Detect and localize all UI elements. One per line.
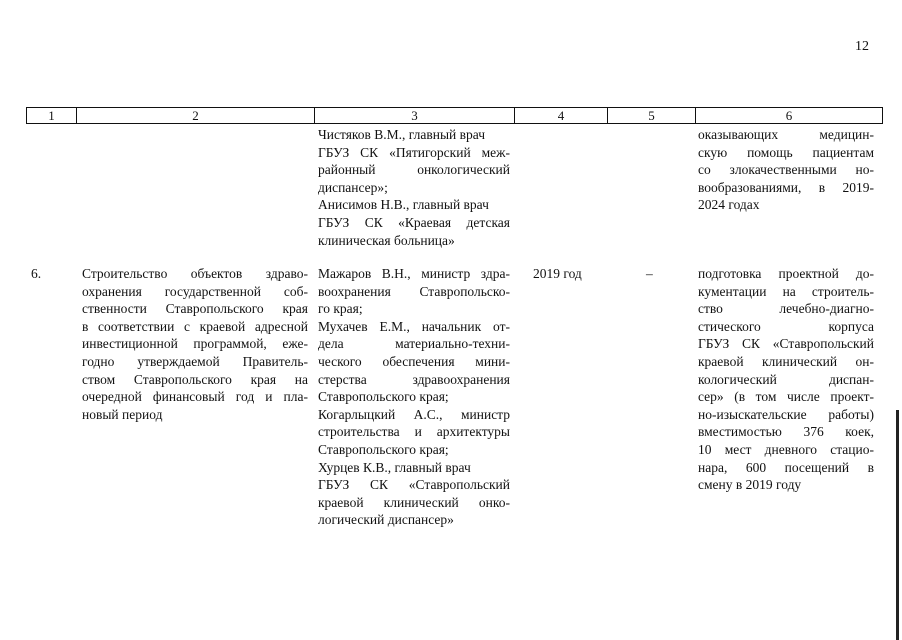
text-line: вместимостью 376 коек, — [698, 424, 874, 440]
text-line: нара, 600 посещений в — [698, 459, 874, 475]
text-line: Анисимов Н.В., главный врач — [318, 197, 489, 213]
text-line: ГБУЗ СК «Ставропольский — [698, 336, 874, 352]
column-header-4: 4 — [515, 108, 608, 124]
text-line: 2024 годах — [698, 197, 760, 213]
text-line: смену в 2019 году — [698, 477, 802, 493]
text-line: Мухачев Е.М., начальник от- — [318, 318, 510, 334]
text-line: вообразованиями, в 2019- — [698, 179, 874, 195]
text-line: клиническая больница» — [318, 232, 455, 248]
implementation-term: 2019 год — [533, 266, 582, 281]
column-header-5: 5 — [608, 108, 696, 124]
text-line: ГБУЗ СК «Пятигорский меж- — [318, 144, 510, 160]
text-line: ГБУЗ СК «Ставропольский — [318, 477, 510, 493]
text-line: сер» (в том числе проект- — [698, 389, 874, 405]
text-line: оказывающих медицин- — [698, 127, 874, 142]
page-number: 12 — [855, 39, 869, 54]
text-line: очередной финансовый год и пла- — [82, 389, 308, 405]
column-5-dash: – — [646, 266, 653, 281]
text-line: ством Ставропольского края на — [82, 371, 308, 387]
column-header-table — [26, 107, 883, 124]
text-line: дела материально-техни- — [318, 336, 510, 352]
text-line: со злокачественными но- — [698, 162, 874, 178]
row-number: 6. — [31, 266, 42, 281]
text-line: стерства здравоохранения — [318, 371, 510, 387]
text-line: диспансер»; — [318, 179, 388, 195]
text-line: но-изыскательские работы) — [698, 406, 874, 422]
text-line: го края; — [318, 301, 363, 317]
text-line: инвестиционной программой, еже- — [82, 336, 308, 352]
text-line: строительства и архитектуры — [318, 424, 510, 440]
text-line: кологический диспан- — [698, 371, 874, 387]
column-header-1: 1 — [27, 108, 77, 124]
column-header-2: 2 — [77, 108, 315, 124]
text-line: районный онкологический — [318, 162, 510, 178]
expected-result — [698, 265, 874, 494]
text-line: Ставропольского края; — [318, 389, 449, 405]
text-line: Когарлыцкий А.С., министр — [318, 406, 510, 422]
text-line: скую помощь пациентам — [698, 144, 874, 160]
text-line: охранения государственной соб- — [82, 283, 308, 299]
activity-description — [82, 265, 308, 423]
text-line: ство лечебно-диагно- — [698, 301, 874, 317]
text-line: ственности Ставропольского края — [82, 301, 308, 317]
responsible-persons — [318, 265, 510, 529]
column-header-6: 6 — [696, 108, 883, 124]
continuation-result — [698, 126, 874, 214]
text-line: краевой клинический он- — [698, 353, 874, 369]
text-line: логический диспансер» — [318, 512, 454, 528]
column-header-3: 3 — [315, 108, 515, 124]
text-line: Ставропольского края; — [318, 441, 449, 457]
text-line: Мажаров В.Н., министр здра- — [318, 266, 510, 281]
text-line: годно утверждаемой Правитель- — [82, 353, 308, 369]
text-line: воохранения Ставропольско- — [318, 283, 510, 299]
text-line: кументации на строитель- — [698, 283, 874, 299]
text-line: в соответствии с краевой адресной — [82, 318, 308, 334]
text-line: 10 мест дневного стацио- — [698, 441, 874, 457]
text-line: стического корпуса — [698, 318, 874, 334]
text-line: Хурцев К.В., главный врач — [318, 459, 471, 475]
text-line: подготовка проектной до- — [698, 266, 874, 281]
text-line: ческого обеспечения мини- — [318, 353, 510, 369]
continuation-responsible — [318, 126, 510, 249]
text-line: Чистяков В.М., главный врач — [318, 127, 486, 142]
text-line: ГБУЗ СК «Краевая детская — [318, 214, 510, 230]
text-line: краевой клинический онко- — [318, 494, 510, 510]
scan-edge-mark — [896, 410, 899, 640]
text-line: Строительство объектов здраво- — [82, 266, 308, 281]
text-line: новый период — [82, 406, 163, 422]
